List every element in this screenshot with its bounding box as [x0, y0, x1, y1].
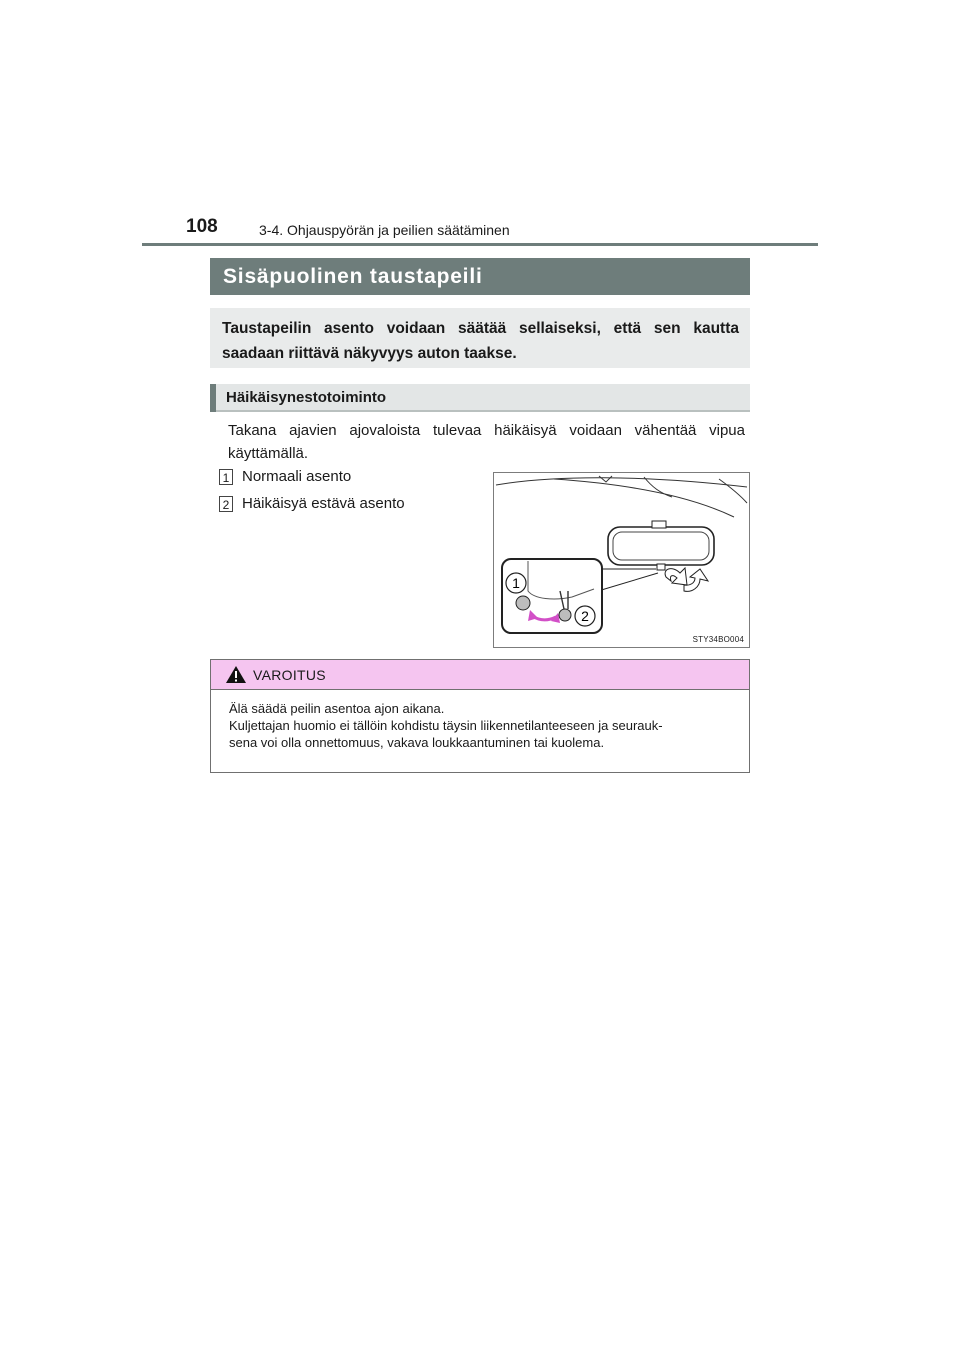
- warning-header: [211, 660, 749, 690]
- warning-line: sena voi olla onnettomuus, vakava loukkaantuminen tai kuolema.: [229, 735, 605, 750]
- legend-item-normal: [219, 468, 351, 485]
- legend-label: Normaali asento: [242, 468, 352, 485]
- figure-code: STY34BO004: [692, 635, 744, 644]
- warning-line: Älä säädä peilin asentoa ajon aikana.: [229, 701, 445, 716]
- header-divider: [142, 243, 818, 246]
- warning-triangle-icon: [225, 665, 247, 684]
- mirror-drawing: [494, 473, 749, 647]
- subsection-divider: [216, 410, 750, 412]
- figure-callout-2: 2: [581, 608, 589, 624]
- intro-box: [210, 308, 750, 368]
- figure-callout-1: 1: [512, 575, 520, 591]
- warning-body: [211, 690, 749, 751]
- section-path: 3-4. Ohjauspyörän ja peilien säätäminen: [259, 222, 510, 238]
- legend-item-antiglare: [219, 495, 405, 512]
- subsection-body: Takana ajavien ajovaloista tulevaa häikäisyä voidaan vähentää vipua käyttämällä.: [228, 422, 745, 462]
- subsection-heading: Häikäisynestotoiminto: [210, 384, 750, 412]
- legend-number: 2: [219, 496, 233, 512]
- page-number: 108: [186, 216, 218, 237]
- page-title: Sisäpuolinen taustapeili: [210, 258, 750, 295]
- warning-line: Kuljettajan huomio ei tällöin kohdistu täysin liikennetilanteeseen ja seurauk-: [229, 718, 663, 733]
- mirror-illustration: [493, 472, 750, 648]
- intro-text: Taustapeilin asento voidaan säätää sellaiseksi, että sen kautta saadaan riittävä näkyvyys auton taakse.: [222, 320, 739, 362]
- warning-label: VAROITUS: [253, 666, 326, 683]
- warning-box: [210, 659, 750, 773]
- legend-number: 1: [219, 469, 233, 485]
- legend-label: Häikäisyä estävä asento: [242, 495, 405, 512]
